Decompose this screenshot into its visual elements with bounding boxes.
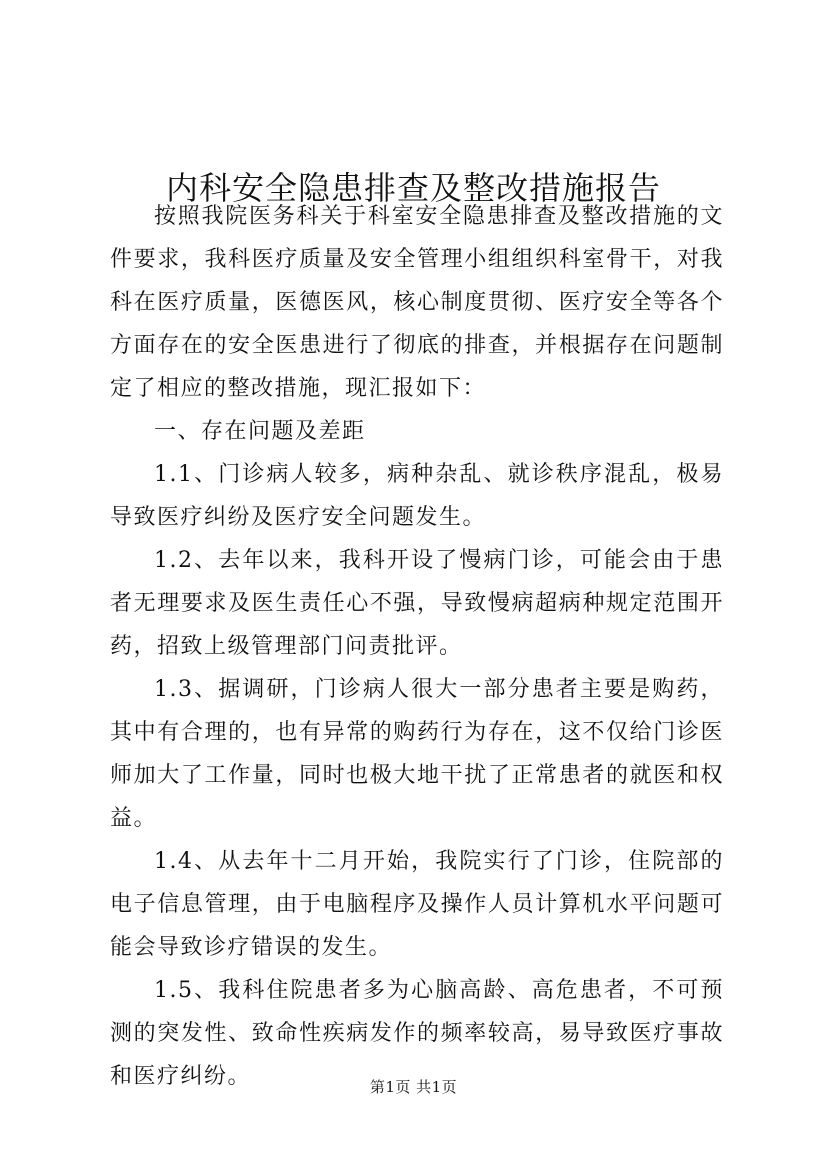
issue-paragraph: 1.3、据调研，门诊病人很大一部分患者主要是购药，其中有合理的，也有异常的购药行为存在，这不仅给门诊医师加大了工作量，同时也极大地干扰了正常患者的就医和权益。 — [110, 677, 724, 831]
issue-paragraph: 1.5、我科住院患者多为心脑高龄、高危患者，不可预测的突发性、致命性疾病发作的频率较高，易导致医疗事故和医疗纠纷。 — [110, 978, 724, 1089]
document-body — [110, 195, 724, 1098]
page-number-footer: 第1页 共1页 — [369, 1078, 458, 1096]
issue-paragraph: 1.1、门诊病人较多，病种杂乱、就诊秩序混乱，极易导致医疗纠纷及医疗安全问题发生。 — [110, 462, 724, 530]
section-heading: 一、存在问题及差距 — [154, 419, 366, 444]
intro-paragraph: 按照我院医务科关于科室安全隐患排查及整改措施的文件要求，我科医疗质量及安全管理小组组织科室骨干，对我科在医疗质量，医德医风，核心制度贯彻、医疗安全等各个方面存在的安全医患进行了彻底的排查，并根据存在问题制定了相应的整改措施，现汇报如下： — [110, 204, 724, 401]
issue-paragraph: 1.4、从去年十二月开始，我院实行了门诊，住院部的电子信息管理，由于电脑程序及操作人员计算机水平问题可能会导致诊疗错误的发生。 — [110, 849, 724, 960]
document-title: 内科安全隐患排查及整改措施报告 — [165, 169, 661, 208]
issue-paragraph: 1.2、去年以来，我科开设了慢病门诊，可能会由于患者无理要求及医生责任心不强，导致慢病超病种规定范围开药，招致上级管理部门问责批评。 — [110, 548, 724, 659]
